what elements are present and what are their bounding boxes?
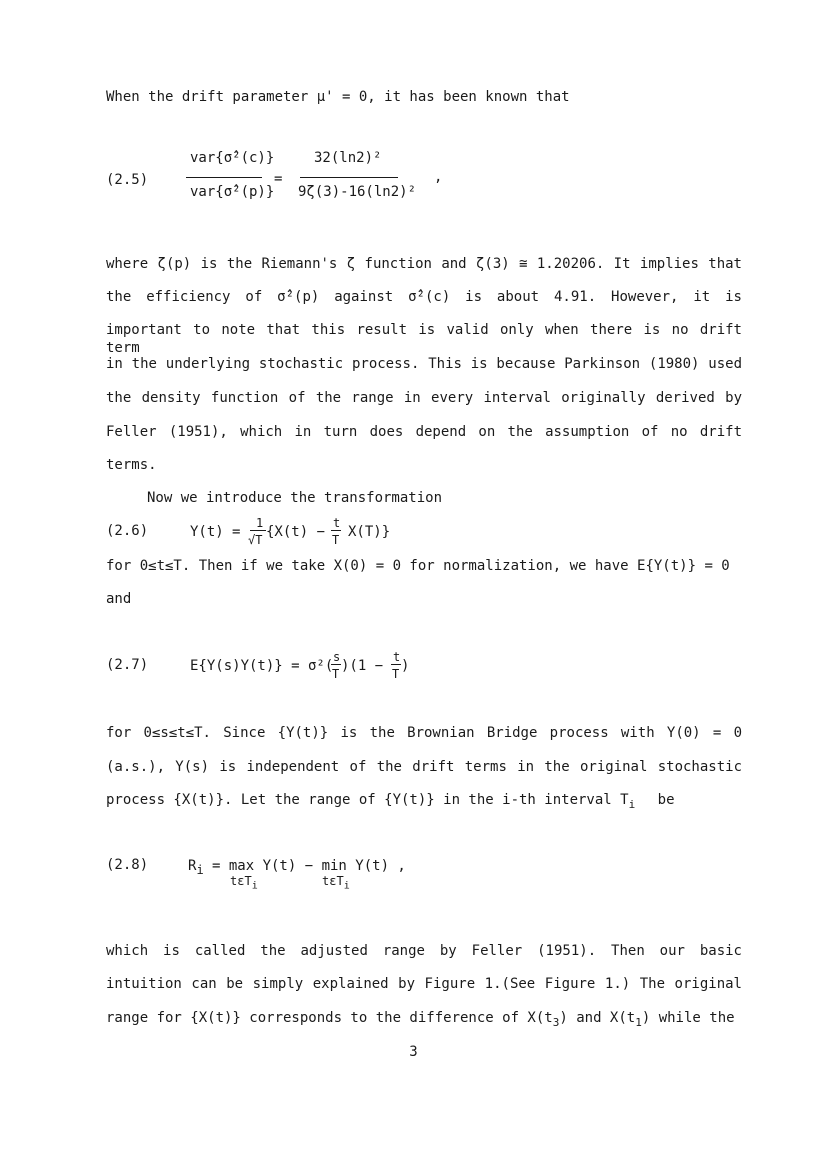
text-part: ) while the xyxy=(641,1010,735,1026)
equation-number: (2.7) xyxy=(106,657,149,673)
text-line: (a.s.), Y(s) is independent of the drift terms in the original stochastic xyxy=(106,759,742,775)
fraction-numerator: 1 xyxy=(256,516,264,530)
s-denominator: T xyxy=(332,667,340,681)
rhs-denominator: 9ζ(3)-16(ln2)² xyxy=(298,184,417,200)
text-line xyxy=(106,1009,742,1032)
paragraph-intro: When the drift parameter μ' = 0, it has been known that xyxy=(106,89,570,105)
text-line xyxy=(106,791,742,814)
s-numerator: s xyxy=(333,650,341,664)
equals-sign: = xyxy=(232,524,241,540)
fraction-denominator: √T xyxy=(248,533,263,547)
body-part: {X(t) − xyxy=(266,524,326,540)
equation-number: (2.5) xyxy=(106,172,149,188)
equals-sign: = xyxy=(274,171,283,187)
text-part: tεT xyxy=(322,874,344,888)
closing-paren: ) xyxy=(401,658,410,674)
rhs: = max Y(t) − min Y(t) , xyxy=(212,858,406,874)
t-numerator: t xyxy=(333,516,341,530)
equation-number: (2.8) xyxy=(106,857,149,873)
equation-number: (2.6) xyxy=(106,523,149,539)
subscript: i xyxy=(251,880,258,892)
lhs xyxy=(188,857,204,879)
text-line: the density function of the range in every interval originally derived by xyxy=(106,390,742,406)
lhs: E{Y(s)Y(t)} = σ²( xyxy=(190,658,334,674)
text-line: intuition can be simply explained by Figure 1.(See Figure 1.) The original xyxy=(106,976,742,992)
text-line: terms. xyxy=(106,457,157,473)
text-line: the efficiency of σ̂²(p) against σ̂²(c) is about 4.91. However, it is xyxy=(106,289,742,305)
subscript: i xyxy=(628,797,636,811)
lhs-numerator: var{σ̂²(c)} xyxy=(190,150,275,166)
text-line: important to note that this result is valid only when there is no drift term xyxy=(106,322,742,356)
subscript: i xyxy=(196,862,204,877)
text-part: be xyxy=(657,792,675,808)
text-line: and xyxy=(106,591,132,607)
body-part: X(T)} xyxy=(348,524,391,540)
t-numerator: t xyxy=(393,650,401,664)
min-subscript xyxy=(322,872,350,895)
text-part: range for {X(t)} corresponds to the difference of X(t xyxy=(106,1010,553,1026)
text-line: where ζ(p) is the Riemann's ζ function and ζ(3) ≅ 1.20206. It implies that xyxy=(106,256,742,272)
fraction-bar xyxy=(186,177,262,178)
text-part: tεT xyxy=(230,874,252,888)
paragraph-transformation: Now we introduce the transformation xyxy=(147,490,443,506)
text-line: which is called the adjusted range by Feller (1951). Then our basic xyxy=(106,943,742,959)
subscript: 1 xyxy=(635,1015,642,1029)
fraction-bar xyxy=(300,177,398,178)
text-part: process {X(t)}. Let the range of {Y(t)} in the i-th interval T xyxy=(106,792,629,808)
lhs: Y(t) xyxy=(190,524,224,540)
text-line: for 0≤t≤T. Then if we take X(0) = 0 for normalization, we have E{Y(t)} = 0 xyxy=(106,558,730,574)
subscript: 3 xyxy=(552,1015,560,1029)
equation-trail: , xyxy=(434,169,443,185)
middle-part: )(1 − xyxy=(341,658,384,674)
text-part: ) and X(t xyxy=(559,1010,636,1026)
text-line: in the underlying stochastic process. This is because Parkinson (1980) used xyxy=(106,356,742,372)
subscript: i xyxy=(343,880,350,892)
page-number: 3 xyxy=(409,1044,418,1060)
t-denominator: T xyxy=(392,667,400,681)
t-denominator: T xyxy=(332,533,340,547)
lhs-symbol: R xyxy=(188,858,197,874)
text-line: for 0≤s≤t≤T. Since {Y(t)} is the Brownian Bridge process with Y(0) = 0 xyxy=(106,725,742,741)
max-subscript xyxy=(230,872,258,895)
lhs-denominator: var{σ̂²(p)} xyxy=(190,184,275,200)
rhs-numerator: 32(ln2)² xyxy=(314,150,382,166)
text-line: Feller (1951), which in turn does depend on the assumption of no drift xyxy=(106,424,742,440)
